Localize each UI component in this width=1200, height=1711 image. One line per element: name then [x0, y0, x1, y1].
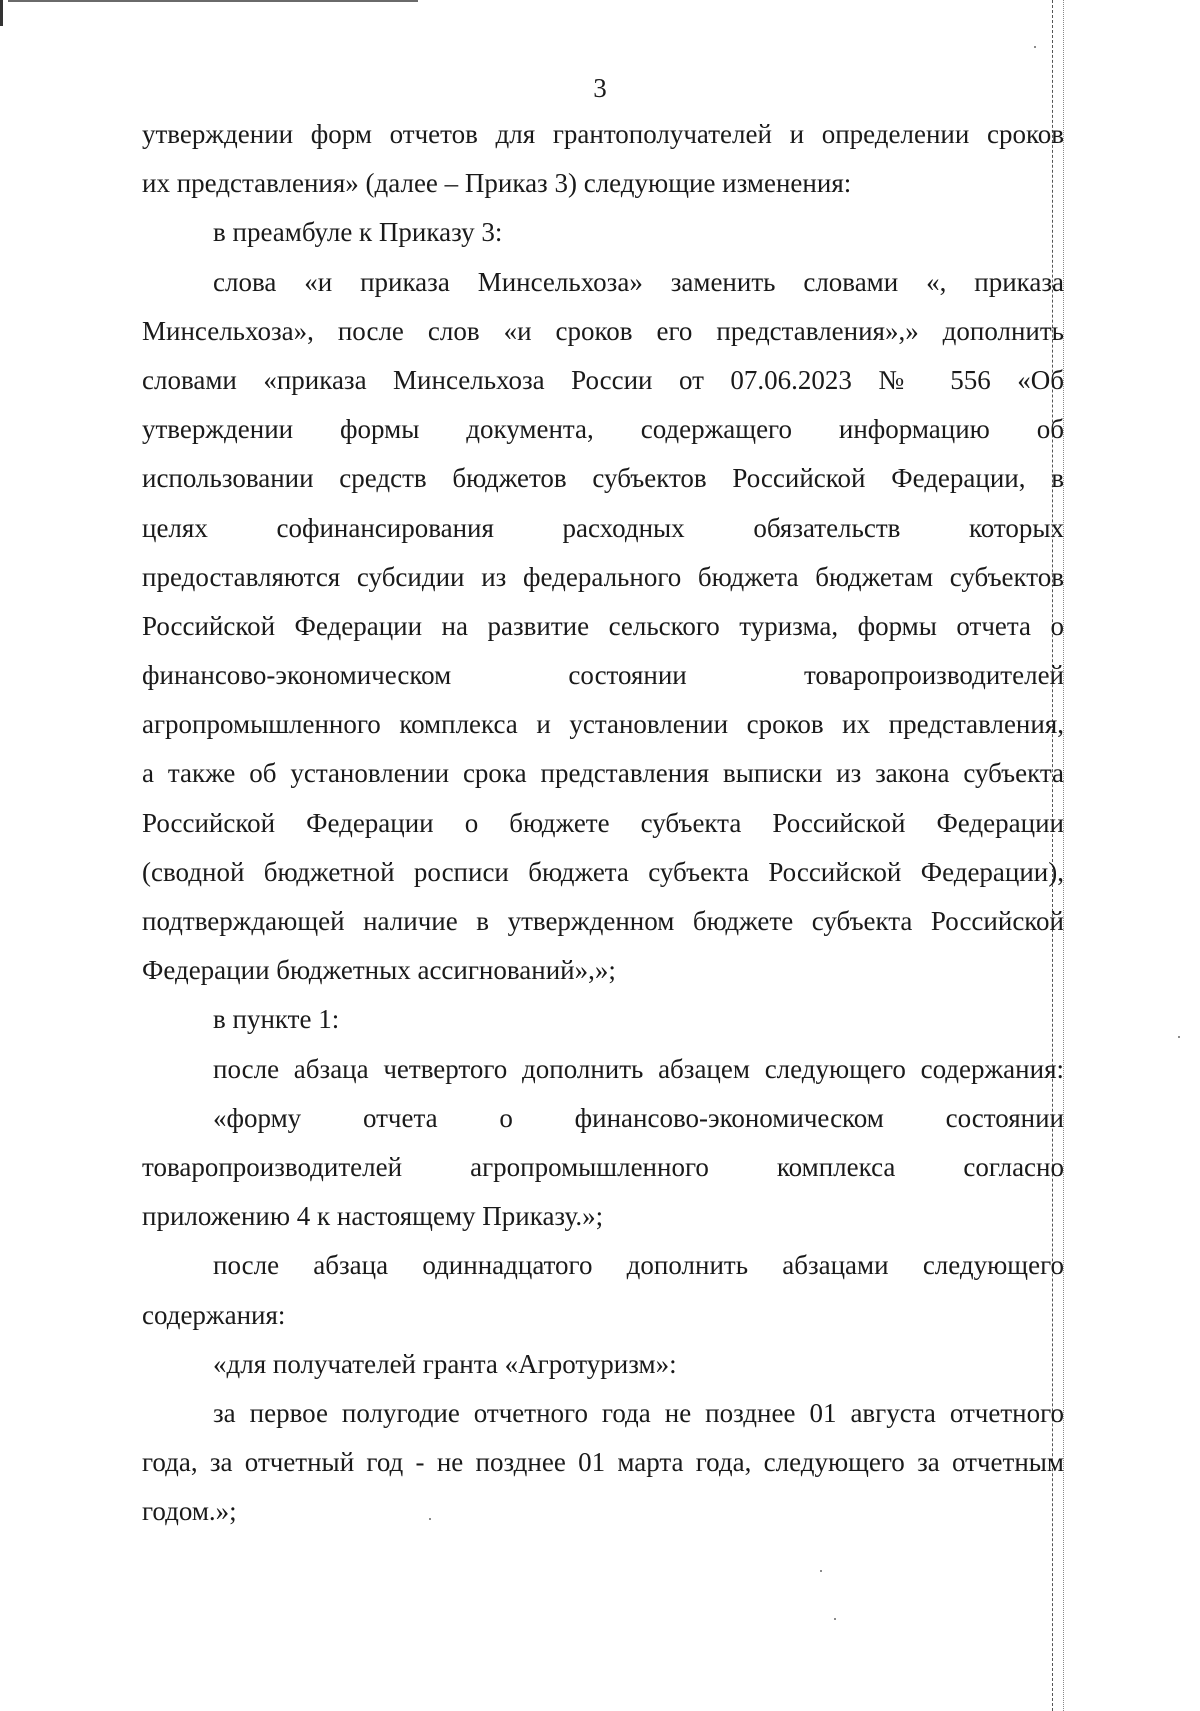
text-line: в преамбуле к Приказу 3:	[213, 217, 503, 248]
text-line: годом.»;	[142, 1496, 237, 1527]
text-line: «для получателей гранта «Агротуризм»:	[213, 1348, 677, 1379]
scan-speck	[1178, 1036, 1180, 1038]
text-line: словами «приказа Минсельхоза России от 07.06.2023 № 556 «Об	[142, 364, 1064, 395]
text-line: предоставляются субсидии из федерального бюджета бюджетам субъектов	[142, 561, 1064, 592]
page-number: 3	[593, 73, 607, 103]
text-line: (сводной бюджетной росписи бюджета субъекта Российской Федерации),	[142, 856, 1064, 887]
scan-speck	[429, 1518, 431, 1520]
scan-speck	[834, 1618, 836, 1620]
text-line: содержания:	[142, 1299, 286, 1330]
text-line: Российской Федерации на развитие сельского туризма, формы отчета о	[142, 610, 1064, 641]
scan-top-rule	[8, 0, 418, 2]
text-line: после абзаца четвертого дополнить абзацем следующего содержания:	[213, 1053, 1064, 1084]
text-line: финансово-экономическом состоянии товаропроизводителей	[142, 660, 1064, 691]
text-line: а также об установлении срока представления выписки из закона субъекта	[142, 758, 1064, 789]
text-line: целях софинансирования расходных обязательств которых	[142, 512, 1064, 543]
text-line: Федерации бюджетных ассигнований»,»;	[142, 955, 616, 986]
text-line: года, за отчетный год - не позднее 01 марта года, следующего за отчетным	[142, 1447, 1064, 1478]
text-line: в пункте 1:	[213, 1004, 340, 1035]
text-line: агропромышленного комплекса и установлении сроков их представления,	[142, 709, 1064, 740]
scan-speck	[820, 1570, 822, 1572]
text-line: Российской Федерации о бюджете субъекта Российской Федерации	[142, 807, 1064, 838]
text-line: утверждении форм отчетов для грантополучателей и определении сроков	[142, 119, 1064, 149]
document-text-body	[142, 110, 1064, 1536]
text-line: утверждении формы документа, содержащего информацию об	[142, 414, 1064, 445]
text-line: их представления» (далее – Приказ 3) следующие изменения:	[142, 168, 852, 199]
text-line: приложению 4 к настоящему Приказу.»;	[142, 1201, 604, 1232]
text-line: за первое полугодие отчетного года не позднее 01 августа отчетного	[213, 1397, 1064, 1428]
text-line: использовании средств бюджетов субъектов Российской Федерации, в	[142, 463, 1064, 494]
text-line: товаропроизводителей агропромышленного комплекса согласно	[142, 1151, 1064, 1182]
text-line: «форму отчета о финансово-экономическом состоянии	[213, 1102, 1064, 1133]
text-line: слова «и приказа Минсельхоза» заменить словами «, приказа	[213, 266, 1064, 297]
text-line: после абзаца одиннадцатого дополнить абзацами следующего	[213, 1250, 1064, 1281]
scan-left-mark	[0, 0, 3, 26]
text-line: Минсельхоза», после слов «и сроков его представления»,» дополнить	[142, 315, 1064, 346]
text-line: подтверждающей наличие в утвержденном бюджете субъекта Российской	[142, 906, 1064, 936]
scan-speck	[1034, 46, 1036, 48]
